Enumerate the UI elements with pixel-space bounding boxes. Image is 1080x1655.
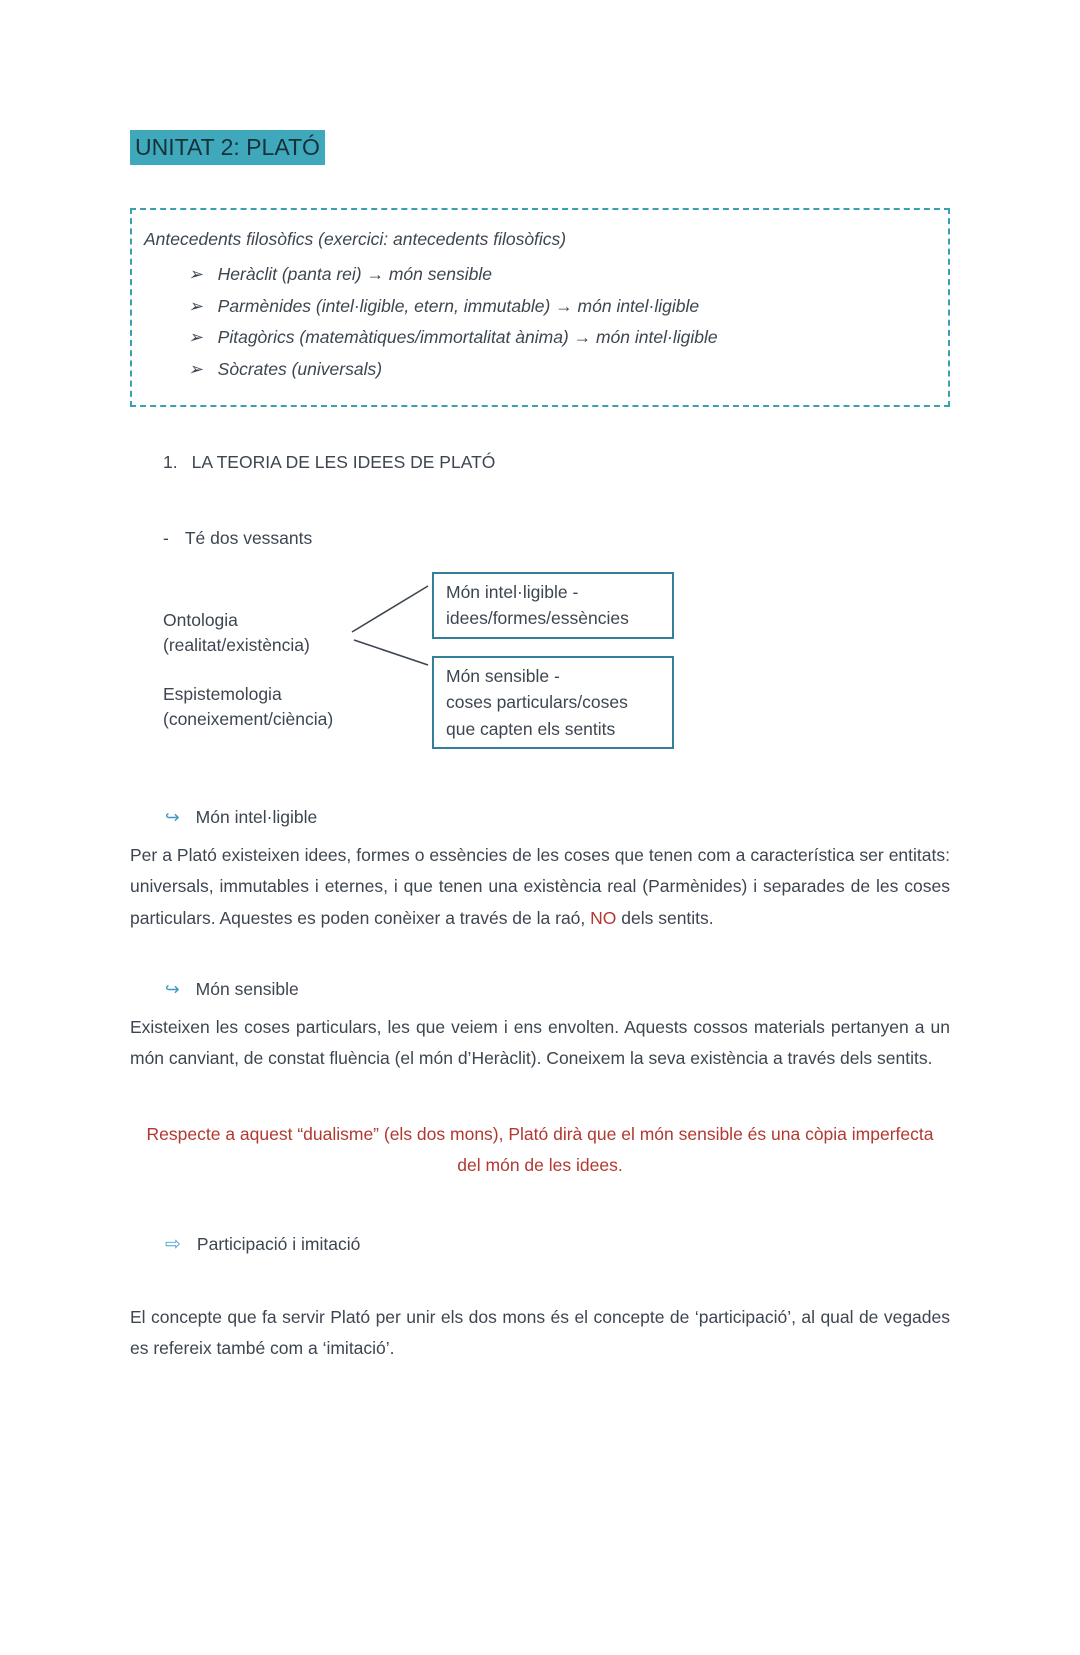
page-title: UNITAT 2: PLATÓ bbox=[130, 130, 325, 165]
diagram-box-line: Món intel·ligible - bbox=[446, 582, 579, 602]
red-note: Respecte a aquest “dualisme” (els dos mons), Plató dirà que el món sensible és una còpia imperfecta del món de les idees. bbox=[146, 1123, 934, 1175]
diagram-box-mon-intelligible bbox=[432, 572, 674, 639]
antecedent-item bbox=[144, 354, 932, 386]
arrowhead-bullet-icon: ➢ bbox=[188, 264, 203, 284]
antecedent-item-text: Sòcrates (universals) bbox=[217, 358, 383, 379]
subsection-heading-participacio bbox=[130, 1228, 950, 1262]
dash-item-text: Té dos vessants bbox=[184, 527, 313, 548]
arrowhead-bullet-icon: ➢ bbox=[188, 295, 203, 316]
antecedent-item-text: Pitagòrics (matemàtiques/immortalitat ànima) → món intel·ligible bbox=[217, 327, 718, 347]
paragraph-text: Per a Plató existeixen idees, formes o essències de les coses que tenen com a característica ser entitats: universals, immutables i eternes, i que tenen una existència real (Parmènides) i separades de les coses particulars. Aquestes es poden conèixer a través de la raó, bbox=[130, 844, 950, 928]
hook-arrow-icon: ↪ bbox=[165, 979, 180, 999]
arrowhead-bullet-icon: ➢ bbox=[188, 358, 203, 379]
diagram-label-subtitle: (coneixement/ciència) bbox=[163, 709, 334, 730]
two-vessants-diagram bbox=[130, 572, 950, 762]
dash-list-item bbox=[130, 523, 950, 555]
hook-arrow-icon: ↪ bbox=[165, 807, 180, 827]
diagram-box-line: coses particulars/coses bbox=[446, 692, 628, 713]
diagram-box-line: Món sensible - bbox=[446, 666, 560, 686]
subsection-heading-text: Món sensible bbox=[195, 979, 299, 999]
antecedents-box bbox=[130, 208, 950, 408]
diagram-label-subtitle: (realitat/existència) bbox=[163, 635, 310, 656]
antecedents-heading: Antecedents filosòfics (exercici: antecedents filosòfics) bbox=[144, 228, 567, 249]
paragraph-mon-intelligible bbox=[130, 840, 950, 935]
section-number: 1. bbox=[163, 452, 178, 472]
diagram-box-line: que capten els sentits bbox=[446, 718, 616, 739]
subsection-heading-text: Participació i imitació bbox=[196, 1233, 361, 1254]
section-heading bbox=[130, 447, 950, 479]
arrowhead-bullet-icon: ➢ bbox=[188, 327, 203, 347]
section-heading-text: LA TEORIA DE LES IDEES DE PLATÓ bbox=[191, 452, 496, 472]
diagram-label-title: Espistemologia bbox=[163, 684, 282, 704]
subsection-heading-mon-sensible bbox=[130, 974, 950, 1006]
paragraph-mon-sensible: Existeixen les coses particulars, les que veiem i ens envolten. Aquests cossos materials pertanyen a un món canviant, de constat fluència (el món d’Heràclit). Coneixem la seva existència a través dels sentits. bbox=[130, 1016, 950, 1068]
antecedent-item bbox=[144, 322, 932, 354]
antecedent-item bbox=[144, 291, 932, 323]
dash-bullet: - bbox=[163, 527, 169, 548]
no-emphasis: NO bbox=[590, 907, 617, 928]
diagram-label-epistemologia bbox=[163, 682, 333, 733]
subsection-heading-mon-intelligible bbox=[130, 802, 950, 834]
white-arrow-icon: ⇨ bbox=[165, 1233, 181, 1255]
diagram-label-ontologia bbox=[163, 608, 310, 659]
diagram-box-line: idees/formes/essències bbox=[446, 608, 629, 629]
antecedent-item bbox=[144, 259, 932, 291]
subsection-heading-text: Món intel·ligible bbox=[195, 807, 318, 827]
paragraph-text: dels sentits. bbox=[616, 907, 714, 928]
title-wrap bbox=[130, 130, 950, 166]
antecedent-item-text: Heràclit (panta rei) → món sensible bbox=[217, 264, 492, 284]
paragraph-participacio: El concepte que fa servir Plató per unir els dos mons és el concepte de ‘participació’, al qual de vegades es refereix també com a ‘imitació’. bbox=[130, 1306, 950, 1359]
antecedent-item-text: Parmènides (intel·ligible, etern, immutable) → món intel·ligible bbox=[217, 295, 700, 316]
page-content bbox=[0, 130, 1080, 1365]
diagram-label-title: Ontologia bbox=[163, 610, 238, 630]
diagram-box-mon-sensible bbox=[432, 656, 674, 749]
